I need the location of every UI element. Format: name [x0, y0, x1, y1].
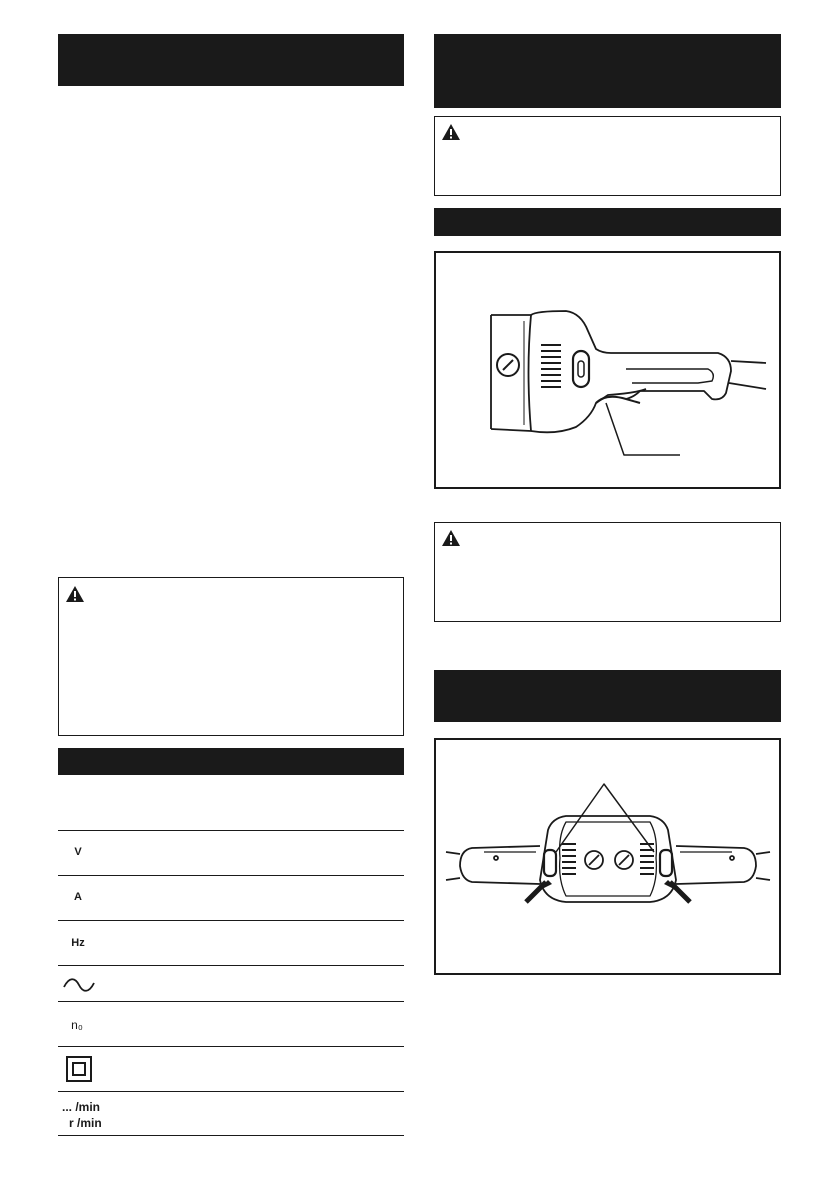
figure-brush-top-view	[434, 738, 781, 975]
table-rule	[58, 920, 404, 921]
volts-symbol: V	[74, 846, 82, 858]
table-rule	[58, 1046, 404, 1047]
table-rule	[58, 1001, 404, 1002]
warning-triangle-icon	[441, 123, 461, 141]
table-rule	[58, 875, 404, 876]
double-square-icon	[66, 1056, 92, 1082]
grinder-top-illustration	[436, 740, 779, 973]
section-header-bar-left-top	[58, 34, 404, 86]
warning-box-left	[58, 577, 404, 736]
warning-triangle-icon	[65, 585, 85, 603]
hertz-symbol: Hz	[71, 937, 85, 949]
grinder-side-illustration	[436, 253, 779, 487]
warning-box-right-middle	[434, 522, 781, 622]
warning-box-right-top	[434, 116, 781, 196]
no-load-speed-symbol: n₀	[71, 1018, 83, 1032]
table-rule	[58, 965, 404, 966]
table-rule	[58, 1135, 404, 1136]
amperes-symbol: A	[74, 891, 82, 903]
table-rule	[58, 1091, 404, 1092]
section-header-bar-symbols	[58, 748, 404, 775]
warning-triangle-icon	[441, 529, 461, 547]
per-minute-symbol-1: ... /min	[62, 1100, 101, 1114]
per-minute-symbol-2: r /min	[69, 1116, 102, 1130]
table-rule	[58, 830, 404, 831]
section-header-bar-right-top	[434, 34, 781, 108]
section-header-bar-right-bottom	[434, 670, 781, 722]
sine-wave-icon	[62, 975, 96, 995]
section-header-bar-switch	[434, 208, 781, 236]
figure-switch-side-view	[434, 251, 781, 489]
